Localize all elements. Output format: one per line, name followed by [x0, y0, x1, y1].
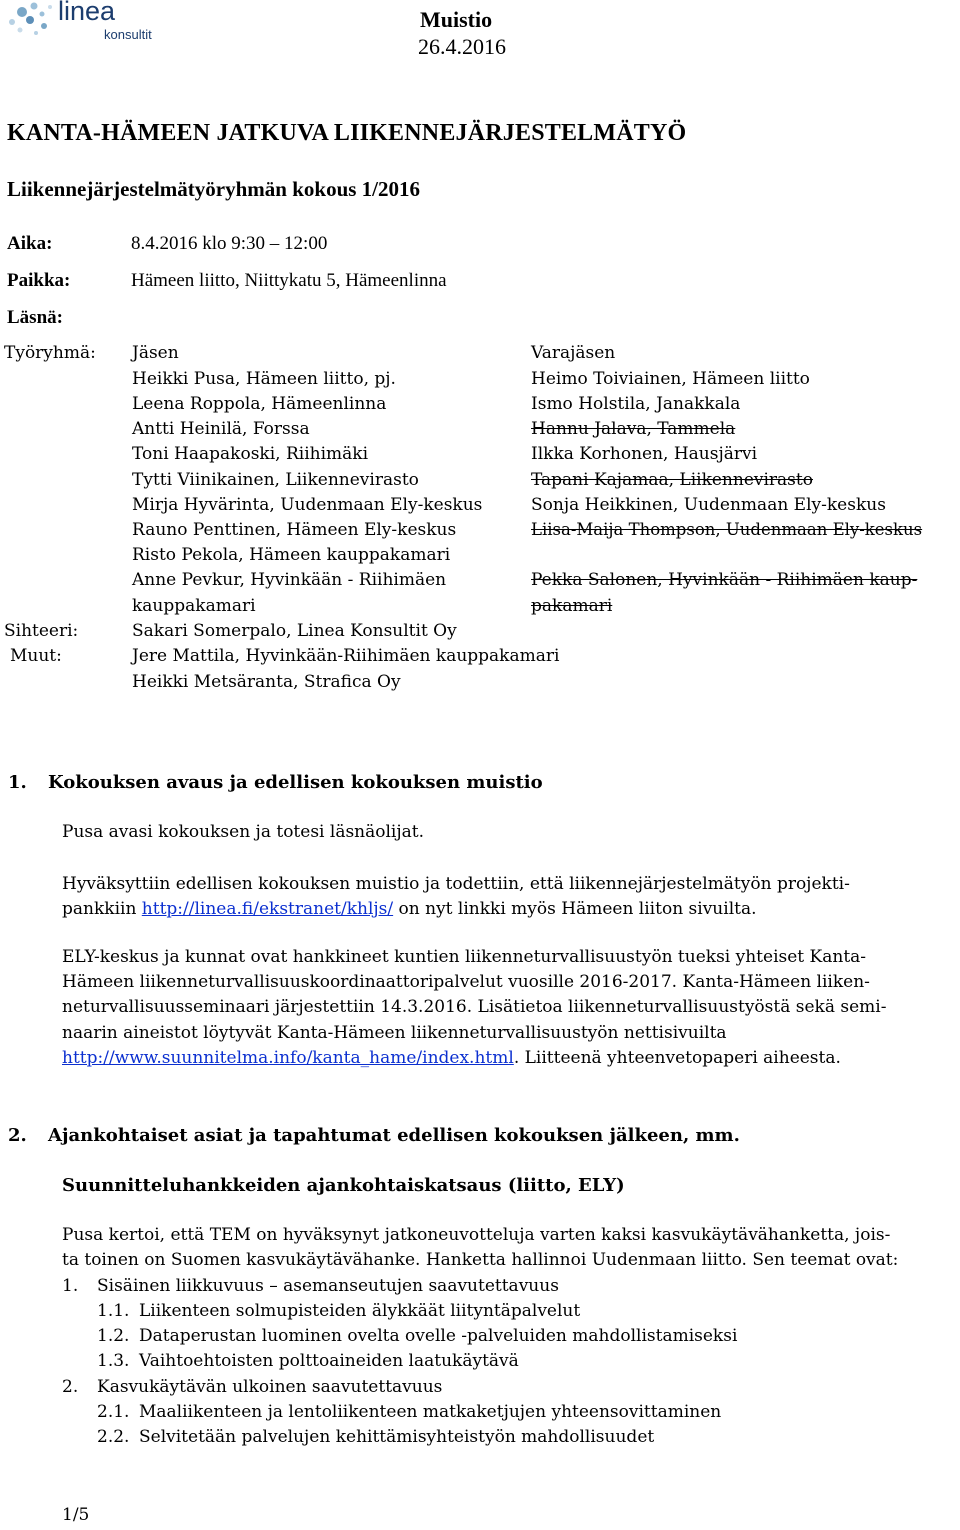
place-label: Paikka:	[7, 270, 71, 291]
deputy-item-absent: Liisa-Maija Thompson, Uudenmaan Ely-keskus	[531, 520, 923, 539]
member-item: Rauno Penttinen, Hämeen Ely-keskus	[132, 520, 457, 540]
paragraph-line: ELY-keskus ja kunnat ovat hankkineet kuntien liikenneturvallisuustyön tueksi yhteiset Kanta-	[62, 947, 867, 967]
list-number: 2.	[62, 1377, 79, 1397]
subsection-heading: Suunnitteluhankkeiden ajankohtaiskatsaus (liitto, ELY)	[62, 1175, 625, 1196]
list-item: Dataperustan luominen ovelta ovelle -palveluiden mahdollistamiseksi	[139, 1326, 738, 1346]
deputy-item-absent: Pekka Salonen, Hyvinkään - Riihimäen kaup-	[531, 570, 918, 590]
list-item: Maaliikenteen ja lentoliikenteen matkaketjujen yhteensovittaminen	[139, 1402, 722, 1422]
logo-wordmark: linea	[58, 0, 116, 26]
member-item: kauppakamari	[132, 596, 256, 616]
logo-subtitle: konsultit	[104, 27, 152, 42]
member-item: Heikki Pusa, Hämeen liitto, pj.	[132, 369, 396, 389]
list-number: 1.3.	[97, 1351, 130, 1371]
page-subtitle: Liikennejärjestelmätyöryhmän kokous 1/2016	[7, 177, 421, 201]
deputy-column-header: Varajäsen	[531, 343, 616, 363]
section-heading: Kokouksen avaus ja edellisen kokouksen muistio	[48, 772, 543, 793]
list-number: 1.2.	[97, 1326, 130, 1346]
paragraph-line: Pusa kertoi, että TEM on hyväksynyt jatkoneuvotteluja varten kaksi kasvukäytävähanketta, jois-	[62, 1225, 891, 1245]
deputy-item: Ilkka Korhonen, Hausjärvi	[531, 444, 758, 464]
section-heading: Ajankohtaiset asiat ja tapahtumat edellisen kokouksen jälkeen, mm.	[48, 1125, 740, 1146]
document-type: Muistio	[420, 7, 493, 32]
member-item: Tytti Viinikainen, Liikennevirasto	[132, 470, 419, 490]
company-logo	[0, 0, 170, 52]
present-label: Läsnä:	[7, 307, 63, 328]
member-item: Toni Haapakoski, Riihimäki	[132, 444, 369, 464]
deputy-item-absent: Tapani Kajamaa, Liikennevirasto	[531, 470, 813, 490]
paragraph: Pusa avasi kokouksen ja totesi läsnäolijat.	[62, 822, 425, 842]
others-label: Muut:	[10, 646, 62, 666]
other-attendee: Heikki Metsäranta, Strafica Oy	[132, 672, 401, 692]
secretary-name: Sakari Somerpalo, Linea Konsultit Oy	[132, 621, 457, 641]
member-item: Leena Roppola, Hämeenlinna	[132, 394, 387, 414]
list-item: Sisäinen liikkuvuus – asemanseutujen saavutettavuus	[97, 1276, 559, 1296]
member-item: Risto Pekola, Hämeen kauppakamari	[132, 545, 451, 565]
section-number: 1.	[8, 772, 27, 793]
text-fragment: pankkiin	[62, 899, 142, 919]
list-number: 2.1.	[97, 1402, 130, 1422]
ekstranet-link[interactable]: http://linea.fi/ekstranet/khljs/	[141, 899, 394, 919]
paragraph-line	[62, 1048, 841, 1068]
list-item: Liikenteen solmupisteiden älykkäät liityntäpalvelut	[139, 1301, 581, 1321]
member-column-header: Jäsen	[132, 343, 179, 363]
paragraph-line: Hämeen liikenneturvallisuuskoordinaattoripalvelut vuosille 2016-2017. Kanta-Hämeen liiken-	[62, 972, 870, 992]
paragraph-line: Hyväksyttiin edellisen kokouksen muistio ja todettiin, että liikennejärjestelmätyön projekti-	[62, 874, 850, 894]
section-number: 2.	[8, 1125, 27, 1146]
deputy-item-absent: Hannu Jalava, Tammela	[531, 419, 736, 439]
deputy-item: Sonja Heikkinen, Uudenmaan Ely-keskus	[531, 495, 886, 515]
member-item: Mirja Hyvärinta, Uudenmaan Ely-keskus	[132, 495, 483, 515]
list-number: 1.	[62, 1276, 79, 1296]
place-value: Hämeen liitto, Niittykatu 5, Hämeenlinna	[131, 270, 447, 291]
member-item: Antti Heinilä, Forssa	[132, 419, 310, 439]
list-number: 2.2.	[97, 1427, 130, 1447]
workgroup-label: Työryhmä:	[4, 343, 96, 363]
page-number: 1/5	[62, 1505, 90, 1525]
text-fragment: . Liitteenä yhteenvetopaperi aiheesta.	[513, 1048, 841, 1068]
paragraph-line: ta toinen on Suomen kasvukäytävähanke. Hanketta hallinnoi Uudenmaan liitto. Sen teemat ovat:	[62, 1250, 899, 1270]
list-item: Vaihtoehtoisten polttoaineiden laatukäytävä	[139, 1351, 519, 1371]
paragraph-line	[62, 899, 757, 919]
page-title: KANTA-HÄMEEN JATKUVA LIIKENNEJÄRJESTELMÄTYÖ	[7, 120, 687, 146]
paragraph-line: neturvallisuusseminaari järjestettiin 14.3.2016. Lisätietoa liikenneturvallisuustyöstä sekä semi-	[62, 997, 887, 1017]
deputy-item: Heimo Toiviainen, Hämeen liitto	[531, 369, 810, 389]
other-attendee: Jere Mattila, Hyvinkään-Riihimäen kauppakamari	[132, 646, 560, 666]
list-number: 1.1.	[97, 1301, 130, 1321]
deputy-item-absent: pakamari	[531, 596, 613, 616]
list-item: Kasvukäytävän ulkoinen saavutettavuus	[97, 1377, 443, 1397]
suunnitelma-link[interactable]: http://www.suunnitelma.info/kanta_hame/index.html	[62, 1048, 514, 1068]
time-value: 8.4.2016 klo 9:30 – 12:00	[131, 233, 328, 254]
paragraph-line: naarin aineistot löytyvät Kanta-Hämeen liikenneturvallisuustyön nettisivuilta	[62, 1023, 727, 1043]
document-date: 26.4.2016	[418, 34, 506, 59]
logo-dots-icon	[0, 0, 60, 52]
deputy-item: Ismo Holstila, Janakkala	[531, 394, 741, 414]
text-fragment: on nyt linkki myös Hämeen liiton sivuilta.	[393, 899, 757, 919]
list-item: Selvitetään palvelujen kehittämisyhteistyön mahdollisuudet	[139, 1427, 655, 1447]
secretary-label: Sihteeri:	[4, 621, 79, 641]
time-label: Aika:	[7, 233, 53, 254]
member-item: Anne Pevkur, Hyvinkään - Riihimäen	[132, 570, 447, 590]
